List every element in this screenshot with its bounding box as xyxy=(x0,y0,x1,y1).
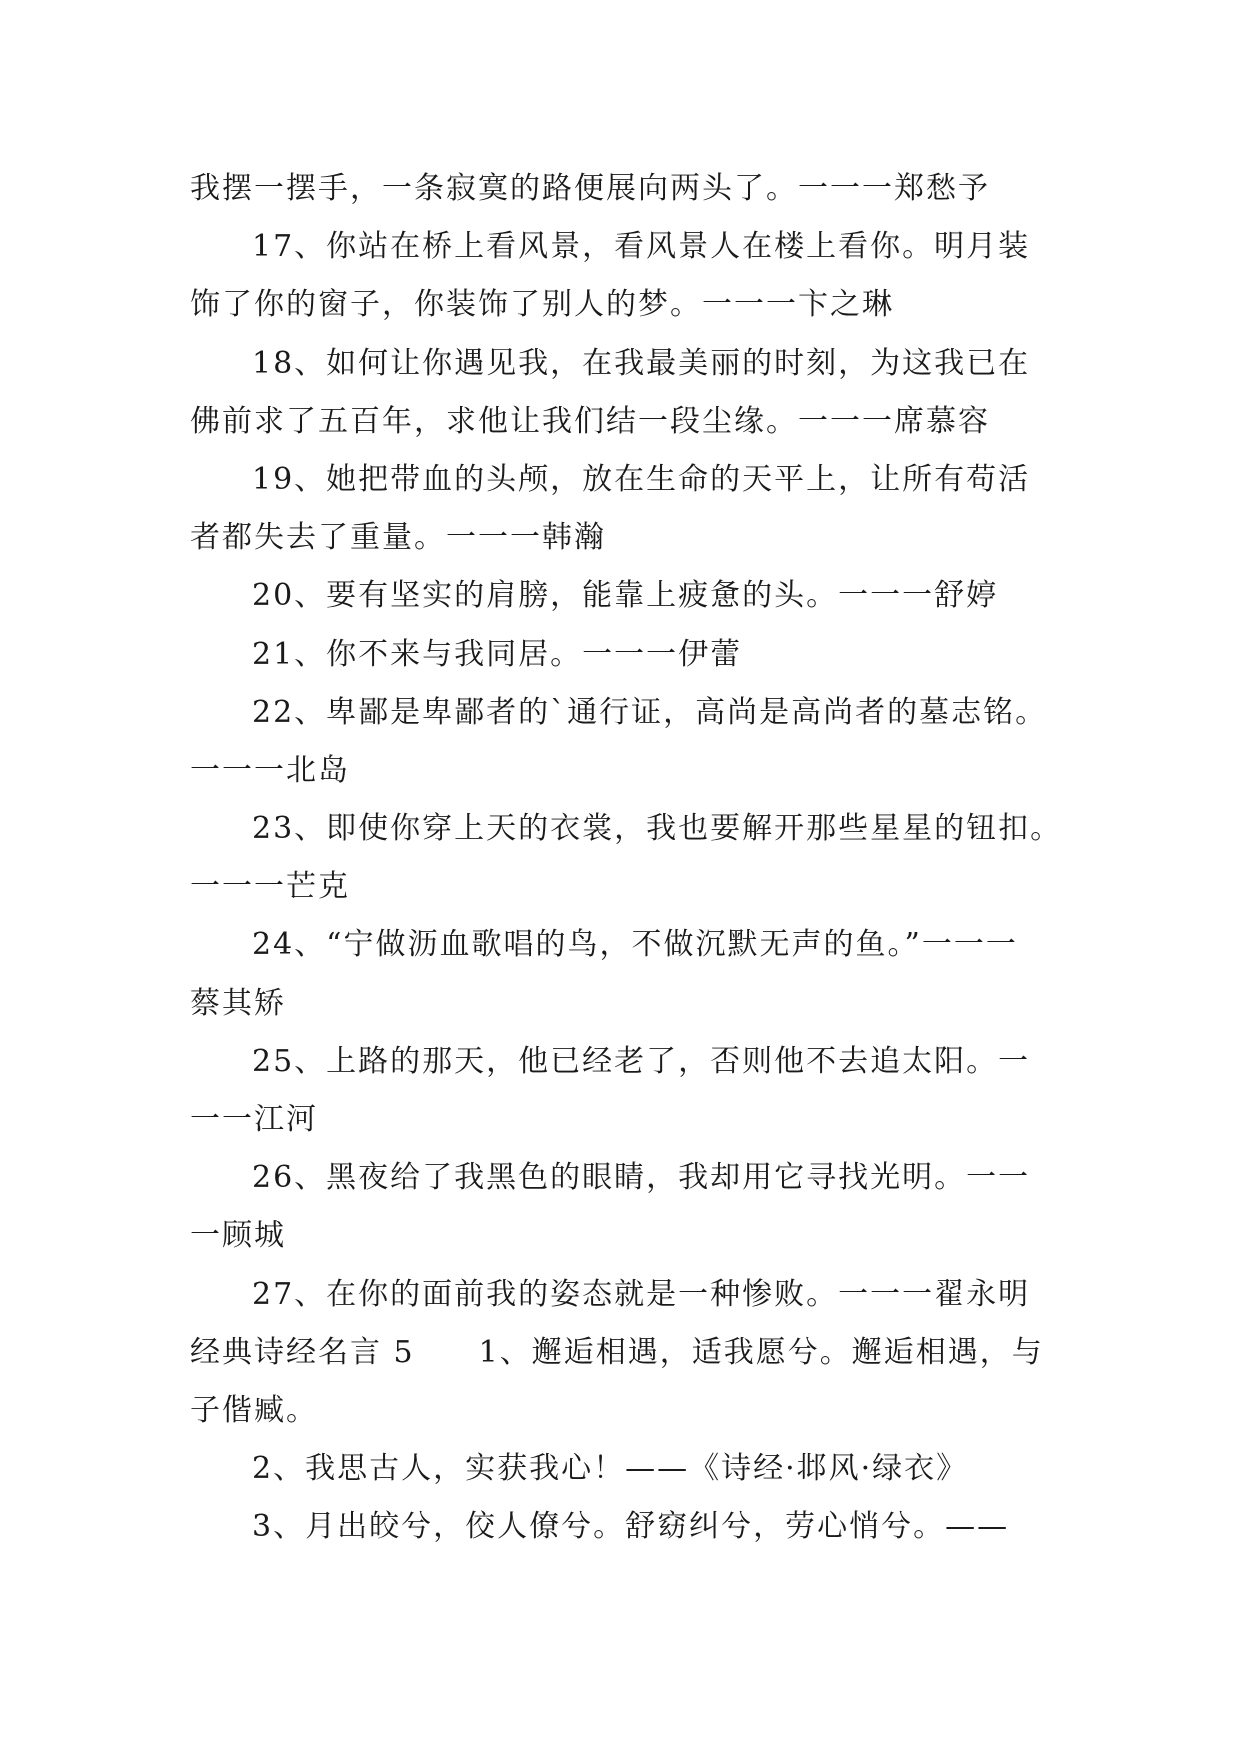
text-line: 22、卑鄙是卑鄙者的`通行证，高尚是高尚者的墓志铭。 xyxy=(252,694,1048,730)
text-line: 25、上路的那天，他已经老了，否则他不去追太阳。一 xyxy=(252,1043,1031,1079)
text-line: 经典诗经名言 5 1、邂逅相遇，适我愿兮。邂逅相遇，与 xyxy=(190,1334,1044,1370)
text-line: 者都失去了重量。一一一韩瀚 xyxy=(190,520,606,556)
text-line: 一顾城 xyxy=(190,1218,286,1254)
text-line: 17、你站在桥上看风景，看风景人在楼上看你。明月装 xyxy=(252,229,1031,265)
text-line: 一一江河 xyxy=(190,1102,318,1137)
text-line: 19、她把带血的头颅，放在生命的天平上，让所有苟活 xyxy=(252,461,1031,497)
text-line: 20、要有坚实的肩膀，能靠上疲惫的头。一一一舒婷 xyxy=(252,578,999,614)
text-line: 18、如何让你遇见我，在我最美丽的时刻，为这我已在 xyxy=(252,345,1031,381)
text-line: 3、月出皎兮，佼人僚兮。舒窈纠兮，劳心悄兮。—— xyxy=(252,1509,1010,1545)
text-line: 佛前求了五百年，求他让我们结一段尘缘。一一一席慕容 xyxy=(190,403,990,439)
text-line: 23、即使你穿上天的衣裳，我也要解开那些星星的钮扣。 xyxy=(252,811,1063,847)
text-line: 26、黑夜给了我黑色的眼睛，我却用它寻找光明。一一 xyxy=(252,1160,1031,1196)
text-line: 一一一芒克 xyxy=(190,869,350,905)
text-line: 蔡其矫 xyxy=(190,985,286,1021)
text-line: 一一一北岛 xyxy=(190,752,350,788)
text-line: 24、“宁做沥血歌唱的鸟，不做沉默无声的鱼。”一一一 xyxy=(252,927,1018,963)
text-line: 21、你不来与我同居。一一一伊蕾 xyxy=(252,636,743,672)
text-line: 饰了你的窗子，你装饰了别人的梦。一一一卞之琳 xyxy=(190,287,894,323)
document-body xyxy=(190,160,1063,1557)
text-line: 27、在你的面前我的姿态就是一种惨败。一一一翟永明 xyxy=(252,1276,1031,1312)
text-line: 2、我思古人，实获我心！——《诗经·邶风·绿衣》 xyxy=(252,1451,969,1487)
text-line: 我摆一摆手，一条寂寞的路便展向两头了。一一一郑愁予 xyxy=(190,171,990,206)
text-line: 子偕臧。 xyxy=(190,1392,318,1428)
